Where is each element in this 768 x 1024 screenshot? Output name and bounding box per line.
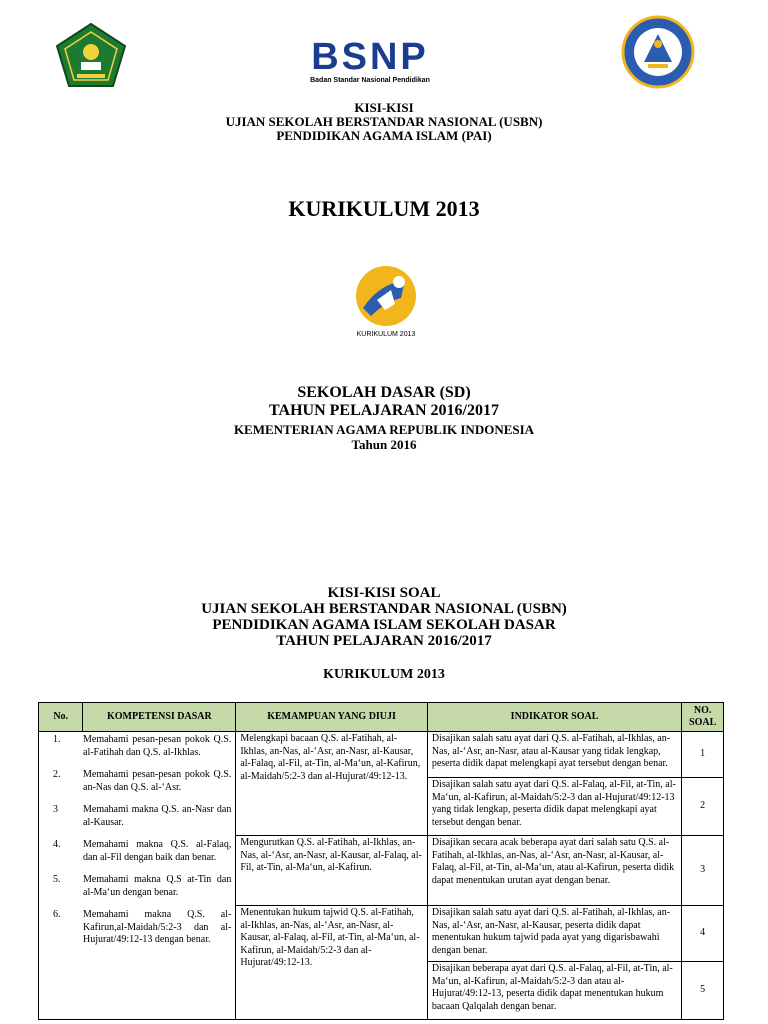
kisi-kisi-table: [38, 702, 724, 1020]
list-item: [53, 769, 231, 794]
header-title-usbn: UJIAN SEKOLAH BERSTANDAR NASIONAL (USBN): [225, 114, 543, 129]
header-kemampuan: KEMAMPUAN YANG DIUJI: [236, 703, 427, 732]
kd-number: 1.: [53, 734, 61, 745]
kd-text: Memahami makna Q.S. al-Kafirun,al-Maidah/5:2-3 dan al-Hujurat/49:12-13 dengan benar.: [83, 909, 232, 945]
header-no: No.: [39, 703, 83, 732]
school-level: SEKOLAH DASAR (SD): [297, 384, 471, 401]
header-indikator: INDIKATOR SOAL: [427, 703, 681, 732]
kurikulum-2013-logo: [341, 260, 431, 338]
kemampuan-cell: Menentukan hukum tajwid Q.S. al-Fatihah, al-Ikhlas, an-Nas, al-‘Asr, an-Nasr, al-Kausar, al-Falaq, al-Fil, at-Tin, al-Ma‘un, al-Kafirun, al-Maidah/5:2-3 dan al-Hujurat/49:12-13.: [236, 906, 427, 1020]
kurikulum-title: KURIKULUM 2013: [288, 196, 480, 221]
kisi-soal-pai: PENDIDIKAN AGAMA ISLAM SEKOLAH DASAR: [212, 617, 556, 633]
school-year: TAHUN PELAJARAN 2016/2017: [269, 402, 499, 419]
no-soal-cell: 2: [682, 778, 724, 836]
indikator-cell: Disajikan beberapa ayat dari Q.S. al-Falaq, al-Fil, at-Tin, al-Ma‘un, al-Kafirun, al-Maidah/5:2-3 dan atau al-Hujurat/49:12-13, peserta didik dapat menentukan hukum bacaan Qalqalah dengan benar.: [427, 962, 681, 1020]
header-kompetensi-dasar: KOMPETENSI DASAR: [83, 703, 236, 732]
list-item: [53, 874, 231, 899]
no-soal-cell: 4: [682, 906, 724, 962]
indikator-cell: Disajikan secara acak beberapa ayat dari salah satu Q.S. al-Fatihah, al-Ikhlas, an-Nas, al-‘Asr, an-Nasr, al-Kausar, al-Falaq, al-Fil, at-Tin, al-Ma‘un, atau al-Kafirun, peserta didik dapat menentukan urutan ayat dengan benar.: [427, 836, 681, 906]
kemampuan-cell: Mengurutkan Q.S. al-Fatihah, al-Ikhlas, an-Nas, al-‘Asr, an-Nasr, al-Kausar, al-Falaq, al-Fil, at-Tin, al-Ma‘un, al-Kafirun.: [236, 836, 427, 906]
ministry-name: KEMENTERIAN AGAMA REPUBLIK INDONESIA: [233, 422, 535, 437]
header-no-soal: NO. SOAL: [682, 703, 724, 732]
kd-number: 3: [53, 804, 58, 815]
kd-text: Memahami pesan-pesan pokok Q.S. al-Fatihah dan Q.S. al-Ikhlas.: [83, 734, 232, 758]
bsnp-logo: [290, 38, 450, 90]
header-title-pai: PENDIDIKAN AGAMA ISLAM (PAI): [276, 128, 492, 143]
kisi-soal-year: TAHUN PELAJARAN 2016/2017: [276, 633, 492, 649]
bsnp-logo-subtitle: Badan Standar Nasional Pendidikan: [310, 77, 430, 84]
no-soal-cell: 5: [682, 962, 724, 1020]
table-row: [39, 732, 724, 778]
bsnp-logo-text: BSNP: [311, 36, 429, 78]
tut-wuri-handayani-logo: [620, 14, 696, 90]
kisi-soal-usbn: UJIAN SEKOLAH BERSTANDAR NASIONAL (USBN): [201, 601, 567, 617]
kd-number: 5.: [53, 874, 61, 885]
kd-text: Memahami makna Q.S at-Tin dan al-Ma‘un dengan benar.: [83, 874, 232, 898]
kd-number: 4.: [53, 839, 61, 850]
list-item: [53, 909, 231, 947]
header-title-kisi: KISI-KISI: [354, 100, 414, 115]
indikator-cell: Disajikan salah satu ayat dari Q.S. al-Fatihah, al-Ikhlas, an-Nas, al-‘Asr, an-Nasr, atau al-Kausar yang tidak lengkap, peserta didik dapat melengkapi ayat tersebut dengan benar.: [427, 732, 681, 778]
list-item: [53, 734, 231, 759]
indikator-cell: Disajikan salah satu ayat dari Q.S. al-Fatihah, al-Ikhlas, an-Nas, al-‘Asr, an-Nasr, al-Kausar, peserta didik dapat menentukan hukum tajwid pada ayat yang digarisbawahi dengan benar.: [427, 906, 681, 962]
kd-number: 2.: [53, 769, 61, 780]
kd-text: Memahami makna Q.S. al-Falaq, dan al-Fil dengan baik dan benar.: [83, 839, 232, 863]
no-soal-cell: 1: [682, 732, 724, 778]
indikator-cell: Disajikan salah satu ayat dari Q.S. al-Falaq, al-Fil, at-Tin, al-Ma‘un, al-Kafirun, al-Maidah/5:2-3 dan al-Hujurat/49:12-13 yang tidak lengkap, peserta didik dapat melengkapi ayat tersebut dengan benar.: [427, 778, 681, 836]
kemampuan-cell: Melengkapi bacaan Q.S. al-Fatihah, al-Ikhlas, an-Nas, al-‘Asr, an-Nasr, al-Kausar, al-Falaq, al-Fil, at-Tin, al-Ma‘un, al-Kafirun, al-Maidah/5:2-3 dan al-Hujurat/49:12-13.: [236, 732, 427, 836]
list-item: [53, 839, 231, 864]
kemenag-logo: [55, 22, 127, 90]
ministry-year: Tahun 2016: [351, 437, 417, 452]
kd-text: Memahami pesan-pesan pokok Q.S. an-Nas dan Q.S. al-‘Asr.: [83, 769, 232, 793]
kisi-soal-kurikulum: KURIKULUM 2013: [323, 667, 445, 682]
kd-text: Memahami makna Q.S. an-Nasr dan al-Kausar.: [83, 804, 232, 828]
list-item: [53, 804, 231, 829]
kisi-soal-title: KISI-KISI SOAL: [327, 585, 441, 601]
kd-cell: [39, 732, 236, 1020]
table-header-row: [39, 703, 724, 732]
k13-logo-text: KURIKULUM 2013: [356, 331, 416, 338]
no-soal-cell: 3: [682, 836, 724, 906]
kd-number: 6.: [53, 909, 61, 920]
